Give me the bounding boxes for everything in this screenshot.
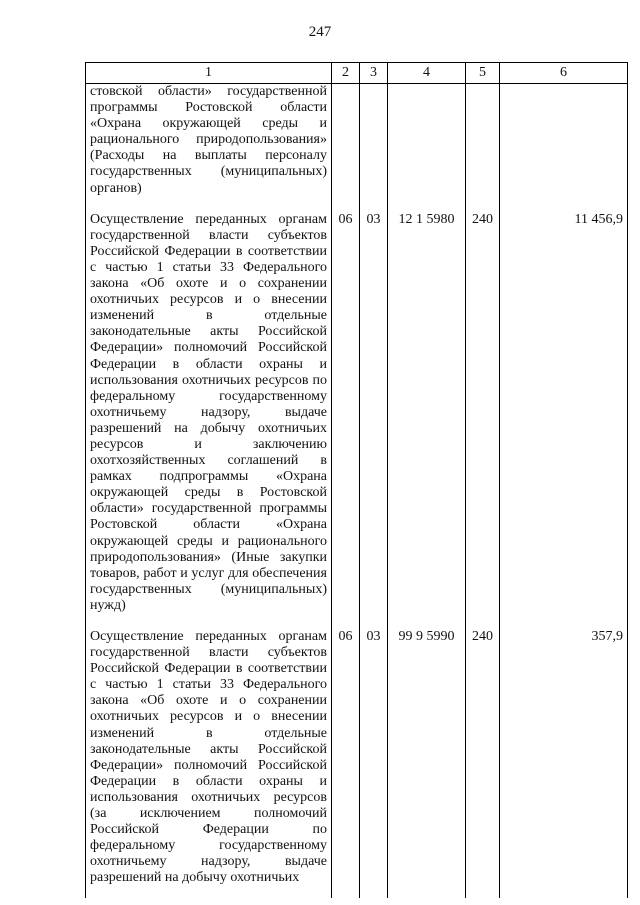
column-header-1: 1 [86,63,332,84]
row-section-code: 06 [332,208,360,625]
row-target-article: 12 1 5980 [388,208,466,625]
row-expense-type [466,84,500,208]
column-header-6: 6 [500,63,628,84]
column-header-5: 5 [466,63,500,84]
page-number: 247 [308,24,332,40]
row-description: Осуществление переданных органам государственной власти субъектов Российской Федерации в соответствии с частью 1 статьи 33 Федерального закона «Об охоте и о сохранении охотничьих ресурсов и о внесении изменений в отдельные законодательные акты Российской Федерации» полномочий Российской Федерации в области охраны и использования охотничьих ресурсов (за исключением полномочий Российской Федерации по федеральному государственному охотничьему надзору, выдаче разрешений на добычу охотничьих [86,625,332,898]
table-row [86,625,628,898]
row-target-article: 99 9 5990 [388,625,466,898]
row-subsection-code: 03 [360,625,388,898]
row-description: стовской области» государственной программы Ростовской области «Охрана окружающей среды и рационального природопользования» (Расходы на выплаты персоналу государственных (муниципальных) органов) [86,84,332,208]
table-row [86,208,628,625]
row-expense-type: 240 [466,208,500,625]
row-amount: 357,9 [500,625,628,898]
row-subsection-code [360,84,388,208]
column-header-3: 3 [360,63,388,84]
row-expense-type: 240 [466,625,500,898]
row-description: Осуществление переданных органам государственной власти субъектов Российской Федерации в соответствии с частью 1 статьи 33 Федерального закона «Об охоте и о сохранении охотничьих ресурсов и о внесении изменений в отдельные законодательные акты Российской Федерации» полномочий Российской Федерации в области охраны и использования охотничьих ресурсов по федеральному государственному охотничьему надзору, выдаче разрешений на добычу охотничьих ресурсов и заключению охотхозяйственных соглашений в рамках подпрограммы «Охрана окружающей среды в Ростовской области» государственной программы Ростовской области «Охрана окружающей среды и рационального природопользования» (Иные закупки товаров, работ и услуг для обеспечения государственных (муниципальных) нужд) [86,208,332,625]
column-header-4: 4 [388,63,466,84]
row-section-code: 06 [332,625,360,898]
row-amount: 11 456,9 [500,208,628,625]
table-header-row [86,63,628,84]
column-header-2: 2 [332,63,360,84]
row-subsection-code: 03 [360,208,388,625]
row-amount [500,84,628,208]
row-section-code [332,84,360,208]
table-row [86,84,628,208]
budget-table [85,62,628,898]
row-target-article [388,84,466,208]
